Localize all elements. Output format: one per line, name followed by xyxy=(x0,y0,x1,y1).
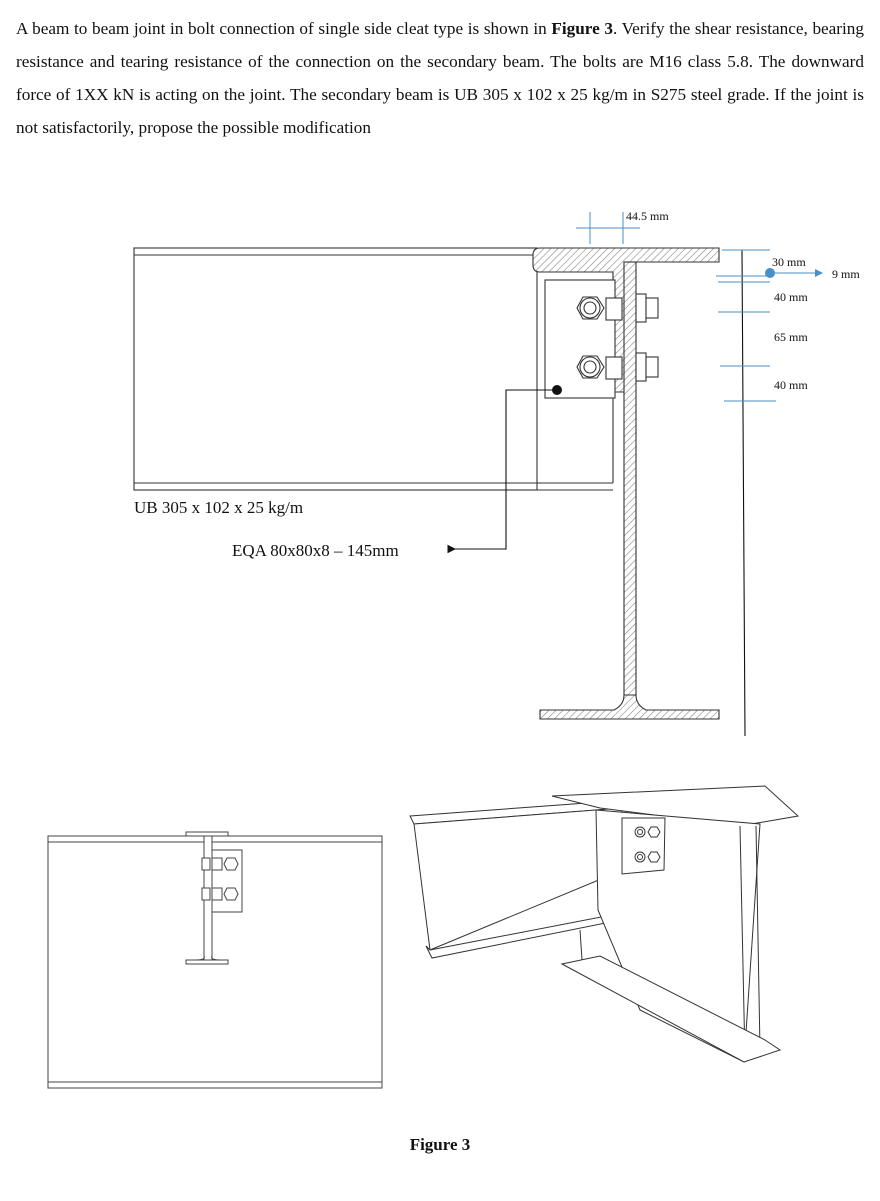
figure-caption: Figure 3 xyxy=(409,1135,471,1154)
dim-9: 9 mm xyxy=(832,267,860,281)
problem-text-1: A beam to beam joint in bolt connection of single side cleat type is shown in xyxy=(16,19,552,38)
beam-section-label: UB 305 x 102 x 25 kg/m xyxy=(134,498,304,517)
problem-text-2: . Verify the shear resistance, bearing resistance and tearing resistance of the connection on the secondary beam. The bolts are M16 class 5.8. The downward force of 1XX kN is acting on the joint. The secondary beam is UB 305 x 102 x 25 kg/m in S275 steel grade. If the joint is not satisfactorily, propose the possible modification xyxy=(16,19,864,137)
bolt-top xyxy=(577,294,658,322)
angle-cleat-label: EQA 80x80x8 – 145mm xyxy=(232,541,399,560)
bolt-bottom xyxy=(577,353,658,381)
secondary-beam xyxy=(134,248,613,490)
angle-cleat xyxy=(545,280,615,398)
dim-65: 65 mm xyxy=(774,330,808,344)
dimension-baseline xyxy=(742,250,745,736)
dim-40-b: 40 mm xyxy=(774,378,808,392)
dimension-point xyxy=(765,268,775,278)
elevation-detail xyxy=(134,209,860,736)
figure-reference: Figure 3 xyxy=(551,19,613,38)
dim-30: 30 mm xyxy=(772,255,806,269)
isometric-view xyxy=(410,786,798,1062)
front-view xyxy=(48,832,382,1088)
dim-44-5: 44.5 mm xyxy=(626,209,669,223)
dim-40-a: 40 mm xyxy=(774,290,808,304)
